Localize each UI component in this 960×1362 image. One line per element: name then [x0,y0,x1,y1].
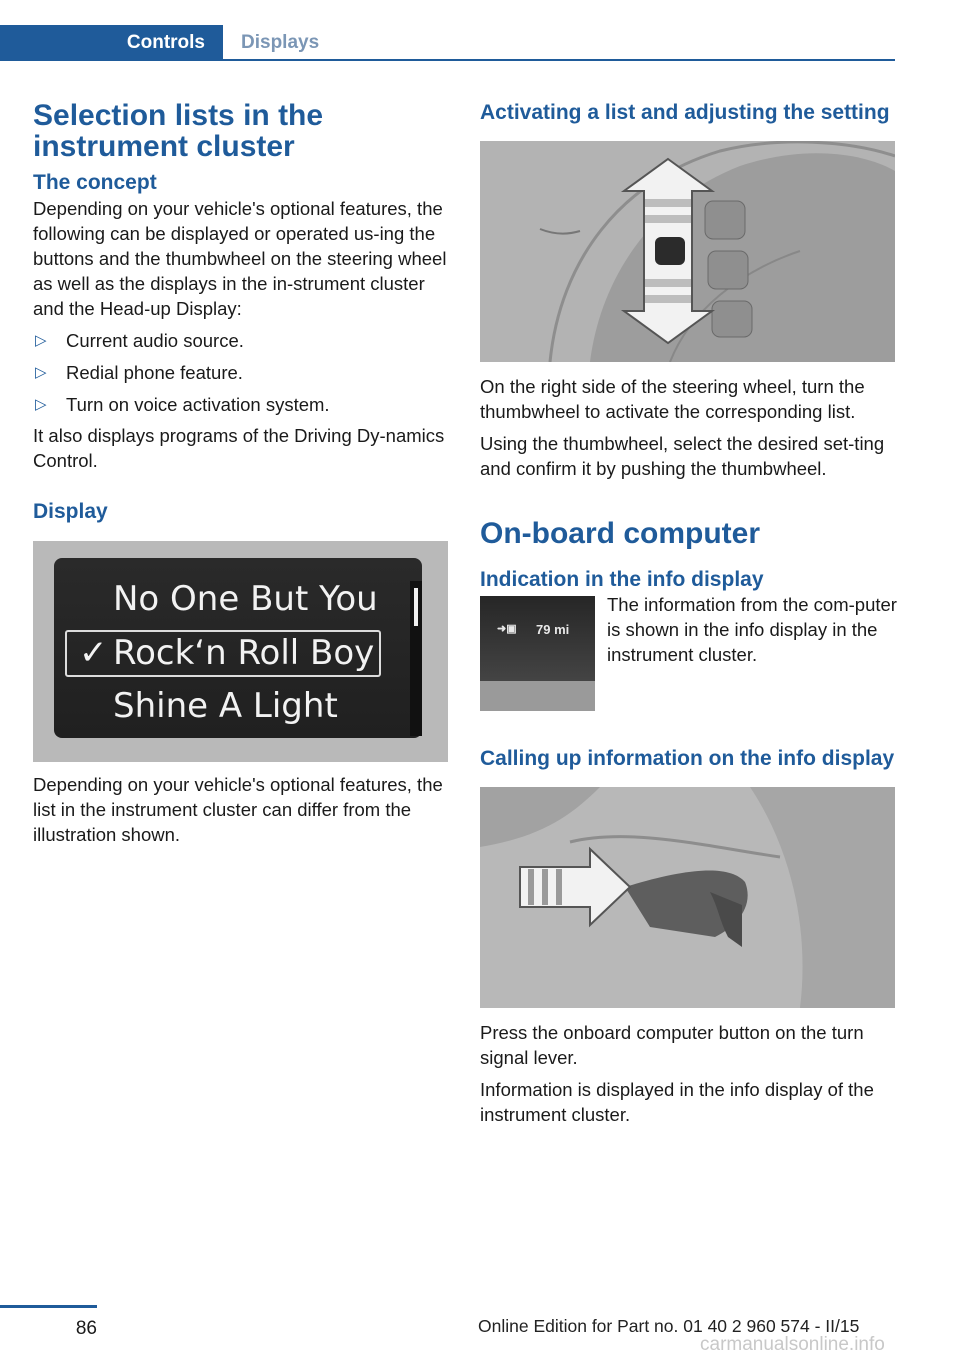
info-display-bezel [480,681,595,711]
turn-signal-illustration [480,787,895,1008]
list-item: ▷ Current audio source. [35,330,244,351]
header-rule [0,59,895,61]
list-entry-top: No One But You [113,579,378,619]
display-note: Depending on your vehicle's optional features, the list in the instrument cluster can differ from the illustration shown. [33,774,443,845]
list-entry-selected: Rock‘n Roll Boy [113,633,375,673]
info-display-screen [480,596,595,681]
concept-heading: The concept [33,171,157,194]
scrollbar-thumb [414,588,418,626]
indication-heading: Indication in the info display [480,568,764,591]
info-display-figure [480,596,595,711]
activating-text-2: Using the thumbwheel, select the desired set-ting and confirm it by pushing the thumbwheel. [480,433,885,479]
section-tab-displays[interactable]: Displays [241,32,320,53]
checkmark-icon: ✓ [79,633,108,673]
calling-text-2: Information is displayed in the info display of the instrument cluster. [480,1079,874,1125]
activating-heading: Activating a list and adjusting the setting [480,101,890,124]
calling-text-1: Press the onboard computer button on the turn signal lever. [480,1022,864,1068]
list-entry-bottom: Shine A Light [113,686,338,726]
selection-list-figure [33,541,448,762]
turn-signal-figure [480,787,895,1008]
activating-text-1: On the right side of the steering wheel, turn the thumbwheel to activate the corresponding list. [480,376,865,422]
triangle-bullet-icon: ▷ [35,332,47,349]
page-header [0,25,895,63]
right-column [480,100,895,1127]
calling-heading: Calling up information on the info display [480,747,895,770]
footer-rule [0,1305,97,1308]
display-heading: Display [33,500,108,523]
section-tab-controls[interactable]: Controls [0,25,223,61]
triangle-bullet-icon: ▷ [35,396,47,413]
concept-text: Depending on your vehicle's optional features, the following can be displayed or operated us-ing the buttons and the thumbwheel on the steering wheel as well as the displays in the in-strument cluster and the Head-up Display: [33,198,447,319]
onboard-computer-title: On-board computer [480,517,761,550]
feature-list [33,328,448,417]
steering-wheel-figure [480,141,895,362]
indication-block [480,596,895,716]
page-number: 86 [75,1318,97,1339]
indication-text: The information from the com-puter is shown in the info display in the instrument cluster. [607,594,897,665]
programs-text: It also displays programs of the Driving Dy-namics Control. [33,425,445,471]
list-item: ▷ Redial phone feature. [35,362,243,383]
list-item: ▷ Turn on voice activation system. [35,394,330,415]
edition-line: Online Edition for Part no. 01 40 2 960 574 - II/15 [478,1316,860,1336]
range-icon: ➜▣ [497,623,517,635]
triangle-bullet-icon: ▷ [35,364,47,381]
left-column [33,100,448,847]
steering-wheel-illustration [480,141,895,362]
range-value: 79 mi [536,622,570,637]
watermark: carmanualsonline.info [700,1334,885,1355]
page-title: Selection lists in the instrument cluster [33,99,324,163]
